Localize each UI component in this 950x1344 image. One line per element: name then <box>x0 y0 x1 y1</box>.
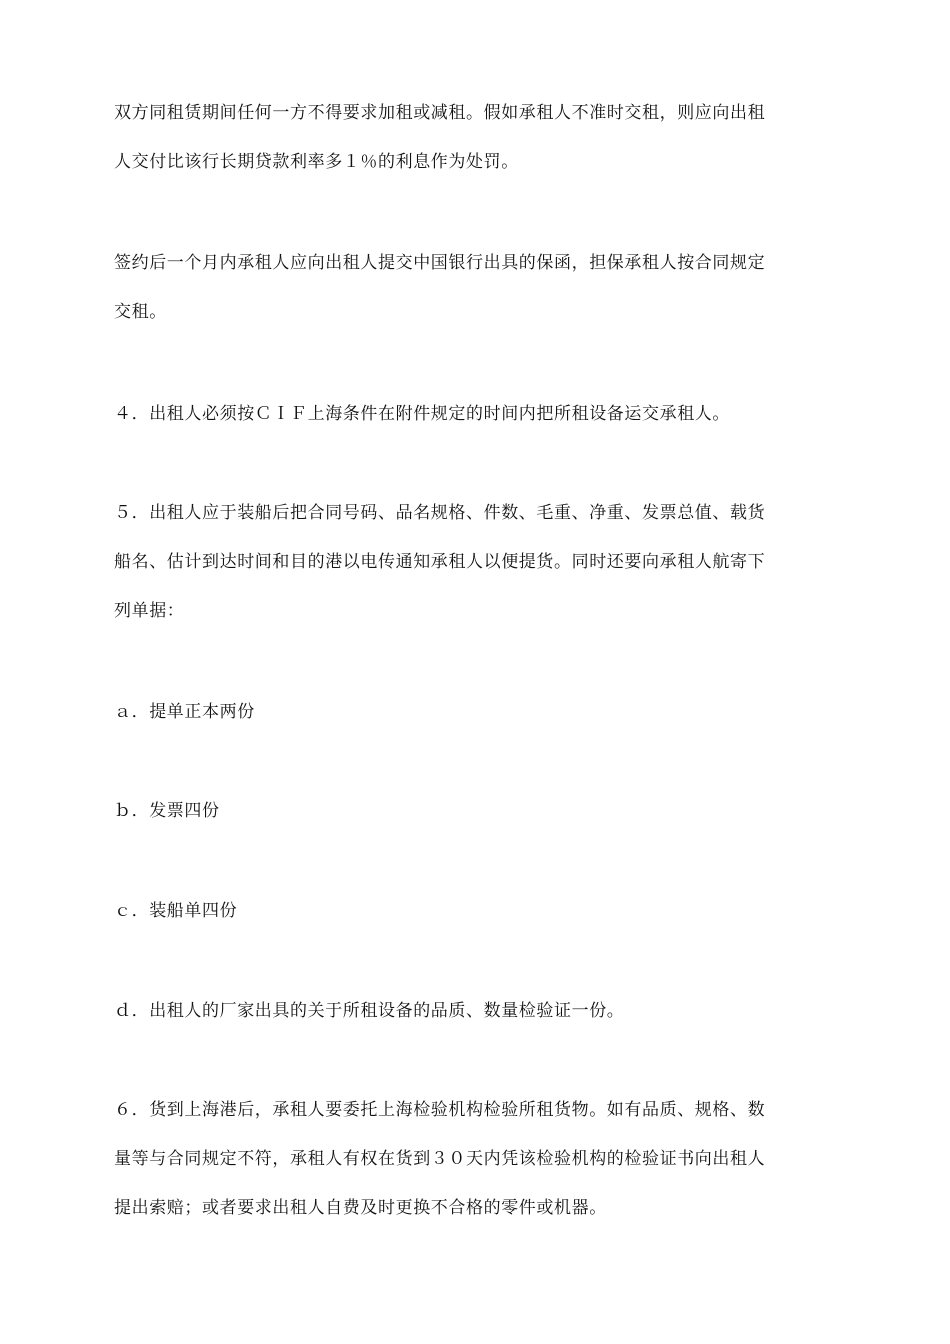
paragraph-clause-6 <box>114 1086 840 1233</box>
paragraph-rent-adjustment <box>114 89 840 187</box>
list-item-b <box>114 787 840 836</box>
text-line: ５．出租人应于装船后把合同号码、品名规格、件数、毛重、净重、发票总值、载货 <box>114 503 766 523</box>
text-line: ４．出租人必须按ＣＩＦ上海条件在附件规定的时间内把所租设备运交承租人。 <box>114 404 730 424</box>
text-line: 量等与合同规定不符，承租人有权在货到３０天内凭该检验机构的检验证书向出租人 <box>114 1149 766 1169</box>
paragraph-bank-guarantee <box>114 239 840 337</box>
list-item-a <box>114 688 840 737</box>
paragraph-clause-5 <box>114 489 840 636</box>
paragraph-clause-4 <box>114 390 840 439</box>
text-line: ６．货到上海港后，承租人要委托上海检验机构检验所租货物。如有品质、规格、数 <box>114 1100 766 1120</box>
text-line: ｄ．出租人的厂家出具的关于所租设备的品质、数量检验证一份。 <box>114 1001 625 1021</box>
text-line: 人交付比该行长期贷款利率多１％的利息作为处罚。 <box>114 152 519 172</box>
text-line: ｂ．发票四份 <box>114 801 220 821</box>
text-line: 交租。 <box>114 302 167 322</box>
text-line: ａ．提单正本两份 <box>114 702 255 722</box>
text-line: 签约后一个月内承租人应向出租人提交中国银行出具的保函，担保承租人按合同规定 <box>114 253 766 273</box>
text-line: 双方同租赁期间任何一方不得要求加租或减租。假如承租人不准时交租，则应向出租 <box>114 103 766 123</box>
text-line: 列单据： <box>114 601 185 621</box>
text-line: ｃ．装船单四份 <box>114 901 238 921</box>
list-item-d <box>114 987 840 1036</box>
text-line: 船名、估计到达时间和目的港以电传通知承租人以便提货。同时还要向承租人航寄下 <box>114 552 766 572</box>
list-item-c <box>114 887 840 936</box>
text-line: 提出索赔；或者要求出租人自费及时更换不合格的零件或机器。 <box>114 1198 607 1218</box>
